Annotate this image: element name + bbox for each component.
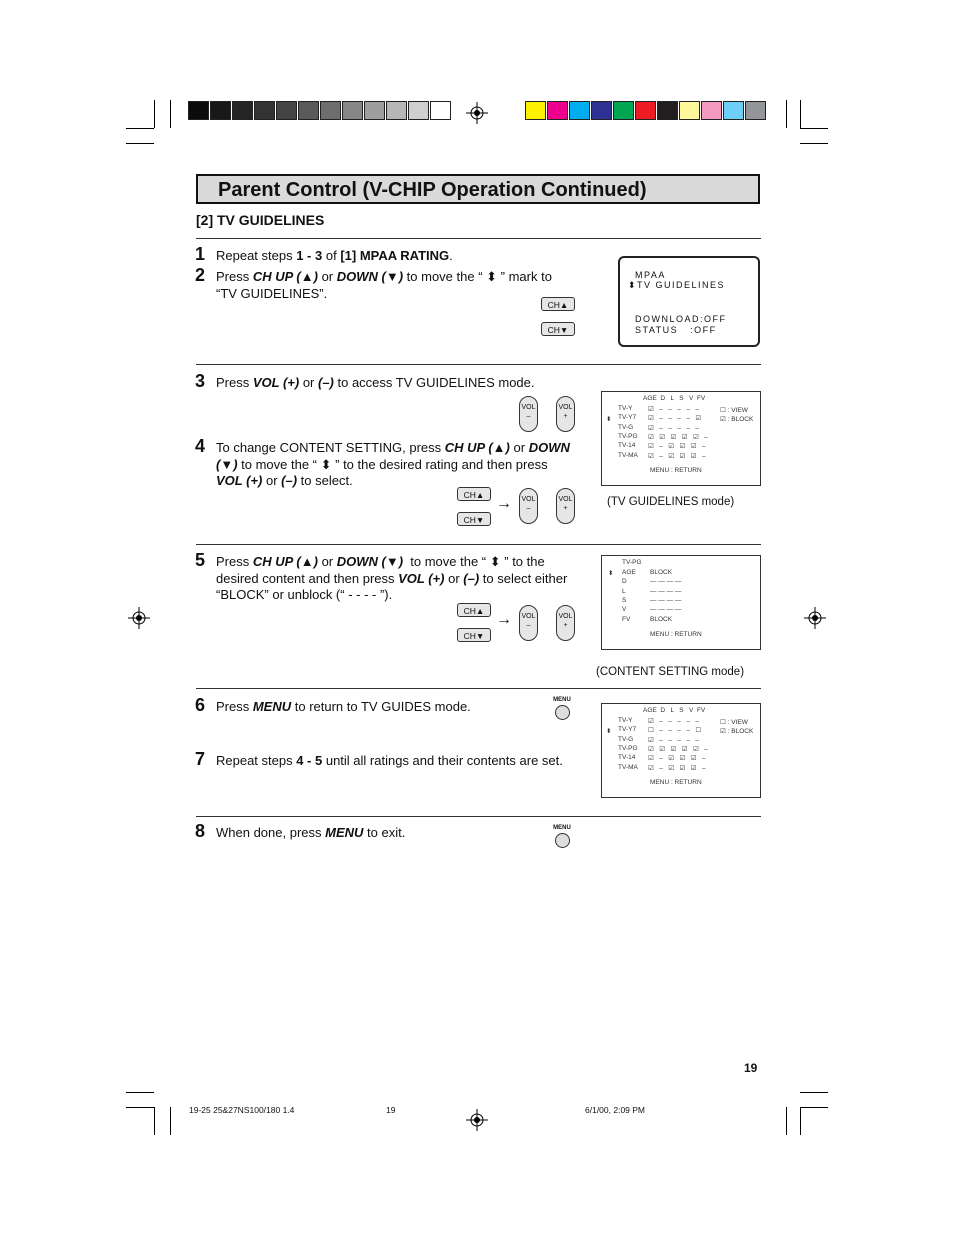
content-label: V (622, 606, 627, 614)
arrow-icon: → (496, 611, 512, 628)
vol-plus-button: VOL + (556, 605, 575, 641)
color-swatch (254, 101, 275, 120)
selection-marker-icon: ⬍ (608, 570, 614, 577)
crop-mark (786, 1107, 787, 1135)
registration-mark-icon (128, 607, 150, 629)
color-swatch (342, 101, 363, 120)
tv-guidelines-screen (601, 391, 761, 486)
content-value: — — — — (650, 606, 682, 614)
content-label: D (622, 578, 627, 586)
step-3-text: Press VOL (+) or (–) to access TV GUIDELINES mode. (216, 375, 535, 390)
crop-mark (126, 1107, 154, 1108)
rating-cells: ☑ – ☑ ☑ ☑ – (648, 452, 706, 460)
rating-cells: ☑ – – – – – (648, 718, 699, 725)
screen-line: ⬍TV GUIDELINES (628, 280, 726, 290)
step-4-text: To change CONTENT SETTING, press CH UP (▲) or DOWN (▼) to move the “ ⬍ ” to the desired rating and then press VOL (+) or (–) to select. (216, 440, 570, 488)
page-title-box (196, 174, 760, 204)
color-swatch (232, 101, 253, 120)
legend-view: ☐ : VIEW (720, 719, 748, 726)
content-value: — — — — (650, 587, 682, 595)
color-swatch (298, 101, 319, 120)
menu-button: MENU (552, 825, 572, 848)
step-number: 6 (195, 695, 206, 715)
color-swatch (745, 101, 766, 120)
rating-cells: ☑ – ☑ ☑ ☑ – (648, 764, 706, 772)
content-value: BLOCK (650, 569, 673, 576)
crop-mark (126, 143, 154, 144)
menu-return-label: MENU : RETURN (650, 779, 702, 786)
ch-down-button: CH▼ (457, 628, 491, 642)
crop-mark (170, 1107, 171, 1135)
color-swatch (723, 101, 744, 120)
color-swatch (635, 101, 656, 120)
step-6-text: Press MENU to return to TV GUIDES mode. (216, 699, 471, 714)
footer-page: 19 (386, 1105, 396, 1115)
content-title: TV-PG (622, 559, 642, 566)
rating-cells: ☑ – ☑ ☑ ☑ – (648, 755, 706, 763)
step-8-text: When done, press MENU to exit. (216, 825, 406, 840)
page-number: 19 (744, 1061, 758, 1075)
page-title: Parent Control (V-CHIP Operation Continued) (218, 179, 647, 201)
menu-button: MENU (552, 697, 572, 720)
content-setting-screen (601, 555, 761, 650)
rating-cells: ☑ – – – – – (648, 424, 699, 432)
rating-label: TV-PG (618, 744, 638, 752)
footer-file: 19-25 25&27NS100/180 1.4 (189, 1105, 295, 1115)
rating-label: TV-Y7 (618, 726, 637, 734)
table-header: AGE D L S V FV (643, 395, 706, 402)
step-2-text: Press CH UP (▲) or DOWN (▼) to move the “ ⬍ ” mark to “TV GUIDELINES”. (216, 269, 552, 301)
color-swatch (679, 101, 700, 120)
rating-label: TV-MA (618, 763, 638, 771)
color-swatch (276, 101, 297, 120)
crop-mark (170, 100, 171, 128)
rating-label: TV-14 (618, 442, 636, 450)
rating-label: TV-Y7 (618, 414, 637, 422)
vol-plus-button: VOL + (556, 488, 575, 524)
rating-cells: ☑ – – – – – (648, 406, 699, 413)
step-number: 5 (195, 550, 206, 570)
vol-minus-button: VOL – (519, 488, 538, 524)
divider (196, 544, 761, 545)
table-header: AGE D L S V FV (643, 707, 706, 714)
crop-mark (800, 100, 801, 128)
color-swatch (210, 101, 231, 120)
rating-label: TV-PG (618, 432, 638, 440)
crop-mark (126, 1092, 154, 1093)
registration-mark-icon (804, 607, 826, 629)
screen-line: MPAA (635, 270, 666, 280)
content-value: — — — — (650, 578, 682, 586)
step-7-text: Repeat steps 4 - 5 until all ratings and their contents are set. (216, 753, 563, 768)
vol-plus-button: VOL + (556, 396, 575, 432)
content-label: FV (622, 615, 631, 623)
divider (196, 688, 761, 689)
step-1-text: Repeat steps 1 - 3 of [1] MPAA RATING. (216, 248, 453, 263)
rating-label: TV-14 (618, 754, 636, 762)
registration-mark-icon (466, 1109, 488, 1131)
menu-return-label: MENU : RETURN (650, 467, 702, 474)
content-label: AGE (622, 569, 636, 576)
crop-mark (800, 1092, 828, 1093)
caption: (CONTENT SETTING mode) (596, 666, 745, 678)
mpaa-screen (618, 256, 760, 347)
color-swatch (569, 101, 590, 120)
ch-down-button: CH▼ (457, 512, 491, 526)
color-swatch (320, 101, 341, 120)
rating-label: TV-MA (618, 451, 638, 459)
color-swatch (701, 101, 722, 120)
rating-label: TV-G (618, 735, 634, 743)
rating-label: TV-G (618, 423, 634, 431)
crop-mark (786, 100, 787, 128)
color-swatch (525, 101, 546, 120)
content-label: L (622, 587, 626, 595)
step-number: 2 (195, 265, 206, 285)
crop-mark (800, 1107, 828, 1108)
vol-minus-button: VOL – (519, 605, 538, 641)
color-swatch (591, 101, 612, 120)
divider (196, 816, 761, 817)
divider (196, 238, 761, 239)
step-number: 7 (195, 749, 206, 769)
vol-minus-button: VOL – (519, 396, 538, 432)
ch-down-button: CH▼ (541, 322, 575, 336)
divider (196, 364, 761, 365)
rating-cells: ☑ – ☑ ☑ ☑ – (648, 443, 706, 451)
selection-marker-icon: ⬍ (606, 728, 612, 735)
legend-view: ☐ : VIEW (720, 407, 748, 414)
content-value: — — — — (650, 596, 682, 604)
crop-mark (800, 143, 828, 144)
caption: (TV GUIDELINES mode) (607, 496, 735, 508)
tv-guidelines-screen (601, 703, 761, 798)
color-swatch (188, 101, 209, 120)
color-swatch (386, 101, 407, 120)
crop-mark (800, 128, 828, 129)
rating-cells: ☑ ☑ ☑ ☑ ☑ – (648, 745, 708, 753)
step-5-text: Press CH UP (▲) or DOWN (▼) to move the “ ⬍ ” to the desired content and then press VOL (+) or (–) to select either “BLOCK” or unblock (“ - - - - ”). (216, 554, 568, 602)
color-swatch (364, 101, 385, 120)
step-number: 8 (195, 821, 206, 841)
color-swatch (430, 101, 451, 120)
content-value: BLOCK (650, 615, 673, 623)
color-swatch (613, 101, 634, 120)
footer-date: 6/1/00, 2:09 PM (585, 1105, 646, 1115)
crop-mark (126, 128, 154, 129)
screen-line: STATUS :OFF (635, 325, 717, 335)
crop-mark (800, 1107, 801, 1135)
ch-up-button: CH▲ (457, 487, 491, 501)
rating-cells: ☐ – – – – ☐ (648, 727, 702, 735)
ch-up-button: CH▲ (457, 603, 491, 617)
ch-up-button: CH▲ (541, 297, 575, 311)
screen-line: DOWNLOAD:OFF (635, 314, 727, 324)
legend-block: ☑ : BLOCK (720, 416, 754, 423)
registration-mark-icon (466, 102, 488, 124)
legend-block: ☑ : BLOCK (720, 728, 754, 735)
menu-return-label: MENU : RETURN (650, 631, 702, 638)
step-number: 3 (195, 371, 206, 391)
crop-mark (154, 100, 155, 128)
color-swatch (547, 101, 568, 120)
crop-mark (154, 1107, 155, 1135)
section-heading: [2] TV GUIDELINES (196, 212, 325, 228)
selection-marker-icon: ⬍ (606, 416, 612, 423)
rating-cells: ☑ ☑ ☑ ☑ ☑ – (648, 433, 708, 441)
step-number: 1 (195, 244, 206, 264)
color-swatch (408, 101, 429, 120)
color-swatch (657, 101, 678, 120)
rating-cells: ☑ – – – – – (648, 736, 699, 744)
rating-cells: ☑ – – – – ☑ (648, 415, 702, 423)
arrow-icon: → (496, 495, 512, 512)
rating-label: TV-Y (618, 405, 633, 412)
rating-label: TV-Y (618, 717, 633, 724)
step-number: 4 (195, 436, 206, 456)
content-label: S (622, 596, 627, 604)
